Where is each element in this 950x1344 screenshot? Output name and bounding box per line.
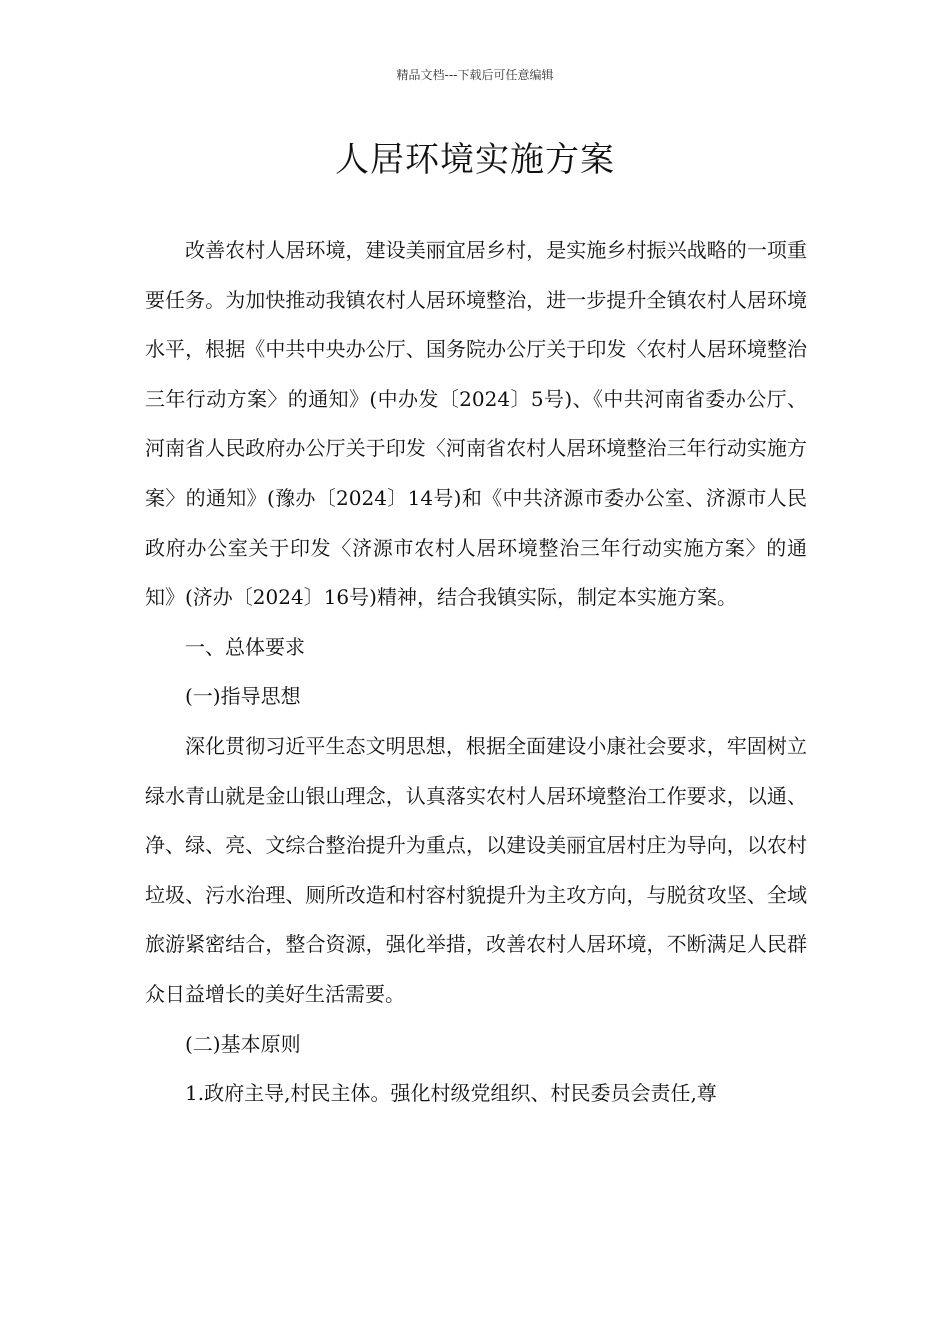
subsection-heading-guiding-ideology: (一)指导思想 xyxy=(185,684,301,709)
guiding-ideology-paragraph: 深化贯彻习近平生态文明思想，根据全面建设小康社会要求，牢固树立绿水青山就是金山银山理念，认真落实农村人居环境整治工作要求，以通、净、绿、亮、文综合整治提升为重点，以建设美丽宜居村庄为导向，以农村垃圾、污水治理、厕所改造和村容村貌提升为主攻方向，与脱贫攻坚、全域旅游紧密结合，整合资源，强化举措，改善农村人居环境，不断满足人民群众日益增长的美好生活需要。 xyxy=(145,733,807,1006)
document-body xyxy=(145,226,807,1119)
subsection-heading-basic-principles: (二)基本原则 xyxy=(185,1031,301,1056)
intro-paragraph: 改善农村人居环境，建设美丽宜居乡村，是实施乡村振兴战略的一项重要任务。为加快推动我镇农村人居环境整治，进一步提升全镇农村人居环境水平，根据《中共中央办公厅、国务院办公厅关于印发〈农村人居环境整治三年行动方案〉的通知》(中办发〔2024〕5号)、《中共河南省委办公厅、河南省人民政府办公厅关于印发〈河南省农村人居环境整治三年行动实施方案〉的通知》(豫办〔2024〕14号)和《中共济源市委办公室、济源市人民政府办公室关于印发〈济源市农村人居环境整治三年行动实施方案〉的通知》(济办〔2024〕16号)精神，结合我镇实际，制定本实施方案。 xyxy=(145,238,807,610)
principle-1-paragraph: 1.政府主导,村民主体。强化村级党组织、村民委员会责任,尊 xyxy=(185,1081,717,1106)
header-note: 精品文档---下载后可任意编辑 xyxy=(396,68,554,82)
section-heading-overall-requirements: 一、总体要求 xyxy=(185,634,305,659)
document-title: 人居环境实施方案 xyxy=(335,140,615,180)
